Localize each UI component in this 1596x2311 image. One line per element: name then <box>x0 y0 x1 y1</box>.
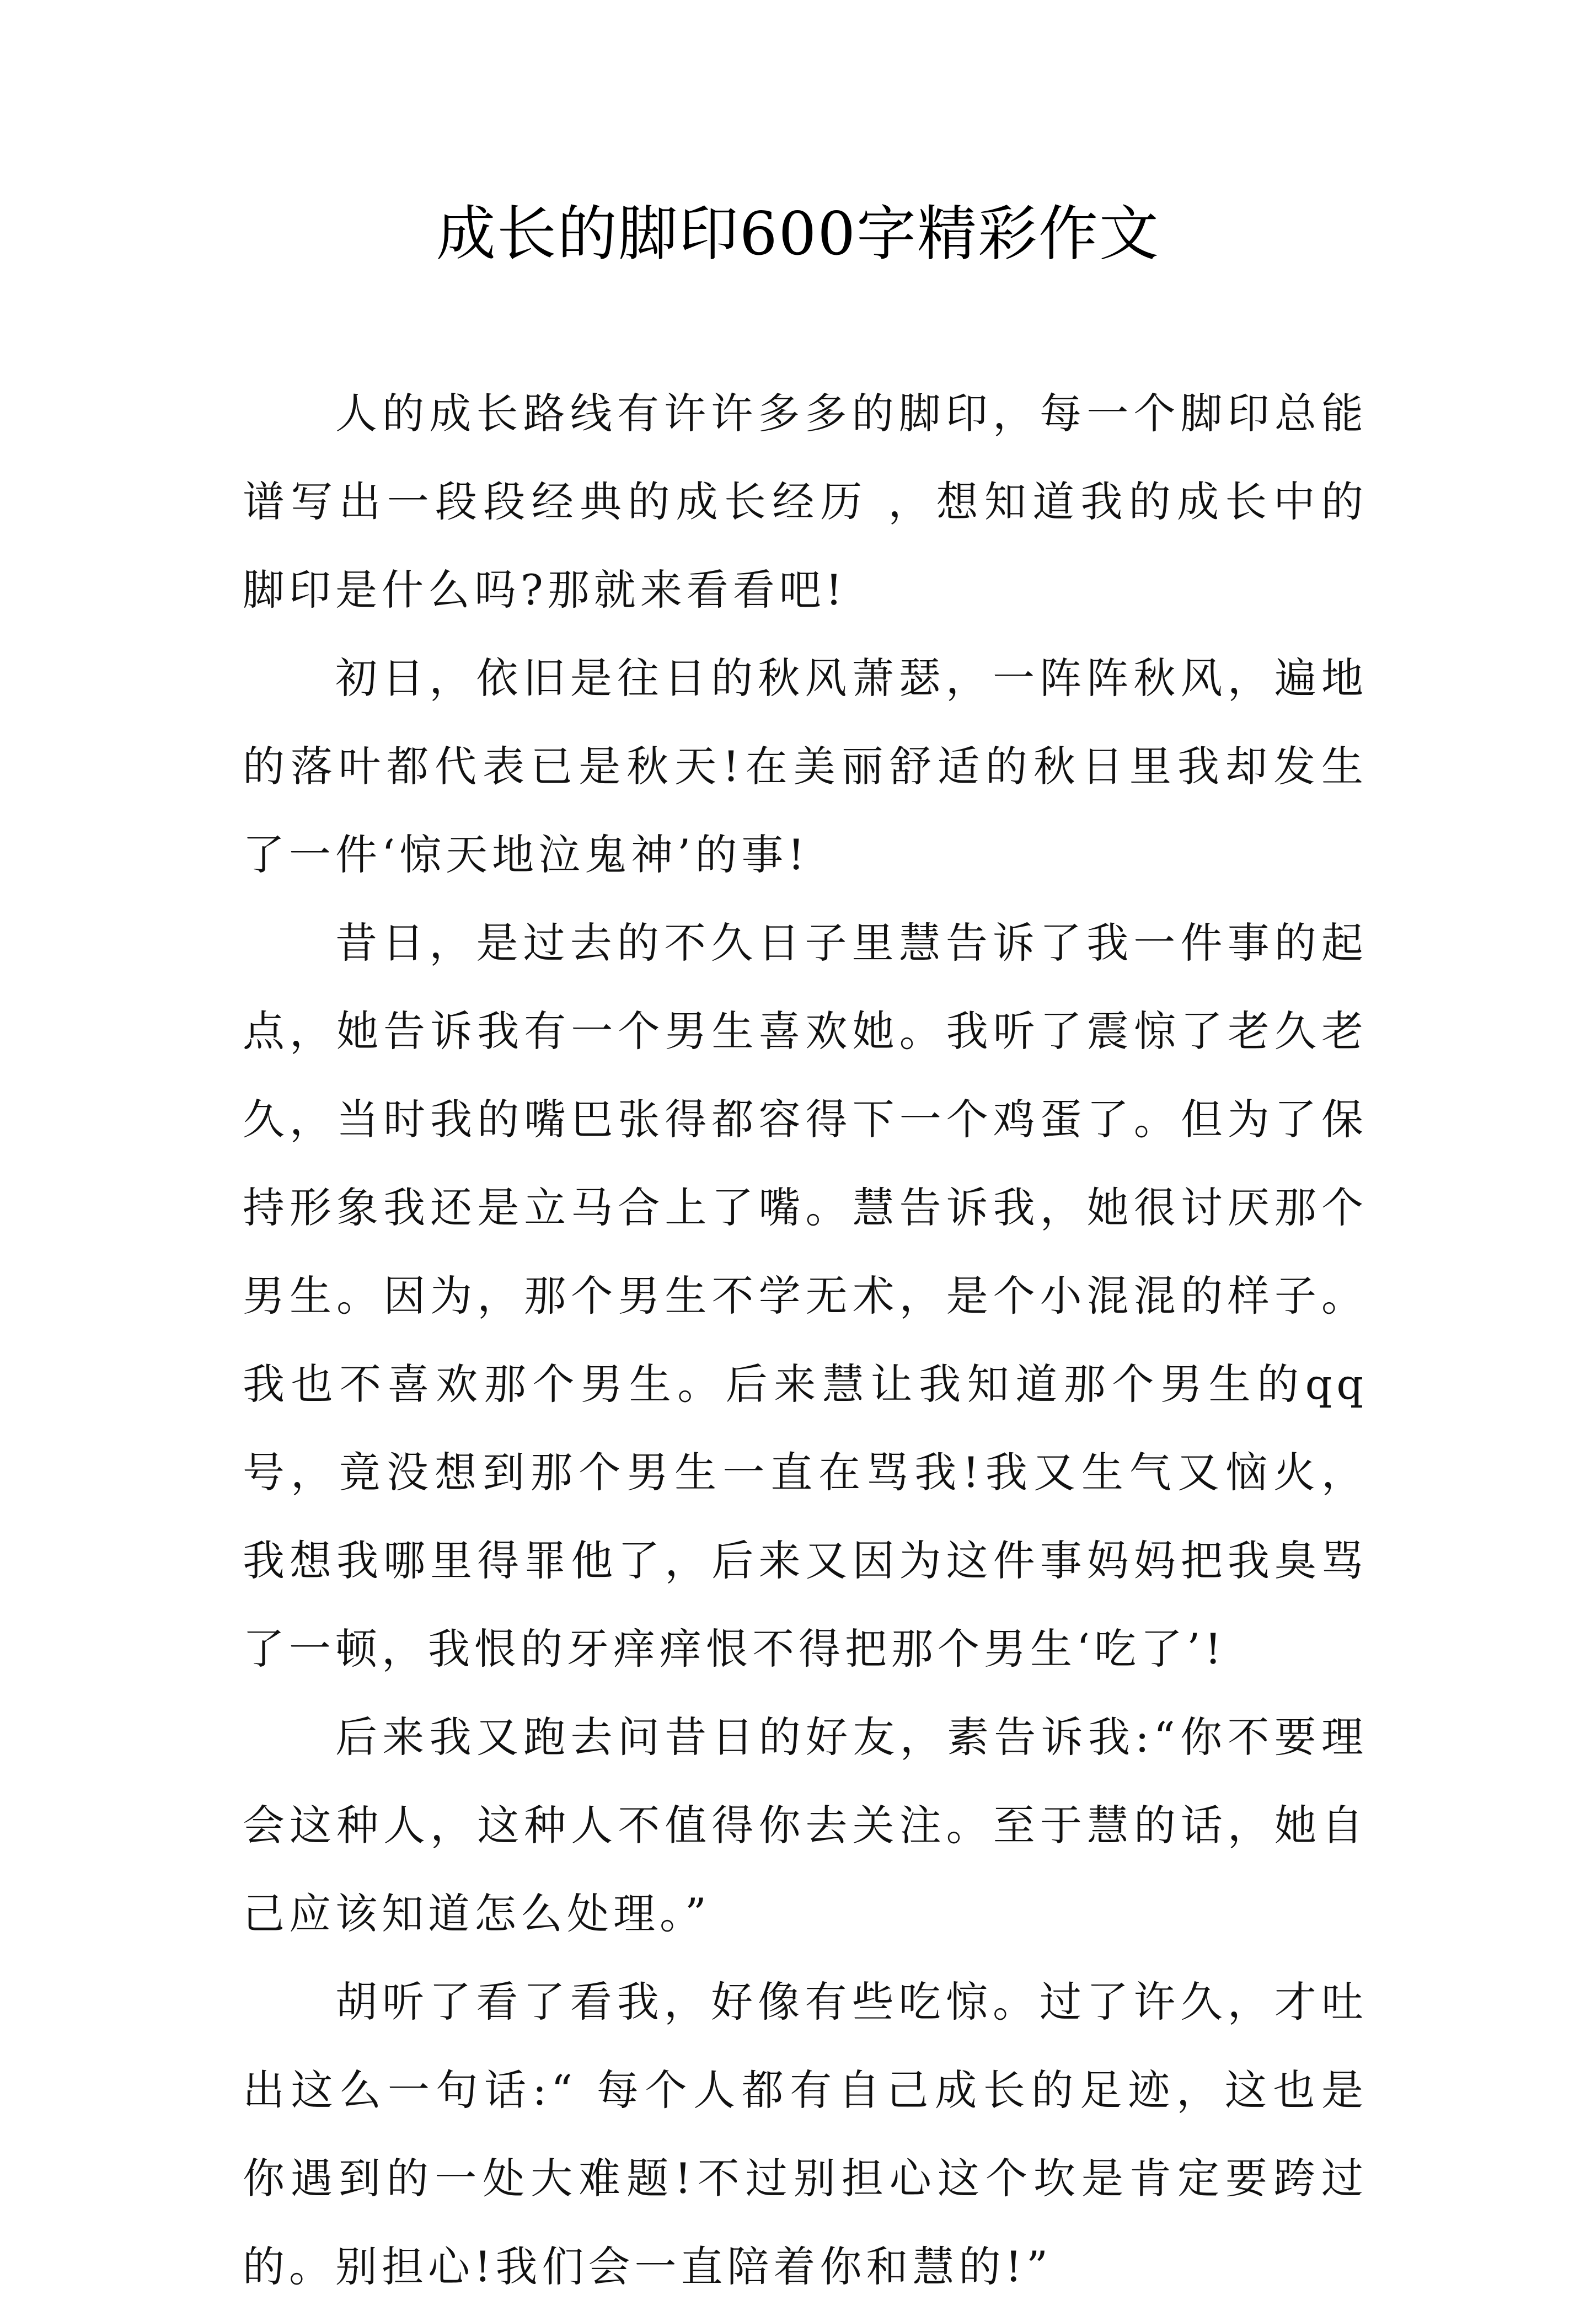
paragraph-2: 初日，依旧是往日的秋风萧瑟，一阵阵秋风，遍地的落叶都代表已是秋天!在美丽舒适的秋日里我却发生了一件‘惊天地泣鬼神’的事! <box>243 654 1368 879</box>
document-body <box>243 370 1368 2311</box>
paragraph-1: 人的成长路线有许许多多的脚印，每一个脚印总能谱写出一段段经典的成长经历 ，想知道我的成长中的脚印是什么吗?那就来看看吧! <box>243 389 1368 614</box>
document-title: 成长的脚印600字精彩作文 <box>436 200 1160 269</box>
paragraph-5: 胡听了看了看我，好像有些吃惊。过了许久，才吐出这么一句话:“ 每个人都有自己成长的足迹，这也是你遇到的一处大难题!不过别担心这个坎是肯定要跨过的。别担心!我们会一直陪着你和慧的!” <box>243 1977 1368 2291</box>
paragraph-4: 后来我又跑去问昔日的好友，素告诉我:“你不要理会这种人，这种人不值得你去关注。至于慧的话，她自己应该知道怎么处理。” <box>243 1713 1368 1938</box>
paragraph-3: 昔日，是过去的不久日子里慧告诉了我一件事的起点，她告诉我有一个男生喜欢她。我听了震惊了老久老久，当时我的嘴巴张得都容得下一个鸡蛋了。但为了保持形象我还是立马合上了嘴。慧告诉我，她很讨厌那个男生。因为，那个男生不学无术，是个小混混的样子。我也不喜欢那个男生。后来慧让我知道那个男生的qq号，竟没想到那个男生一直在骂我!我又生气又恼火，我想我哪里得罪他了，后来又因为这件事妈妈把我臭骂了一顿，我恨的牙痒痒恨不得把那个男生‘吃了’! <box>243 918 1368 1673</box>
